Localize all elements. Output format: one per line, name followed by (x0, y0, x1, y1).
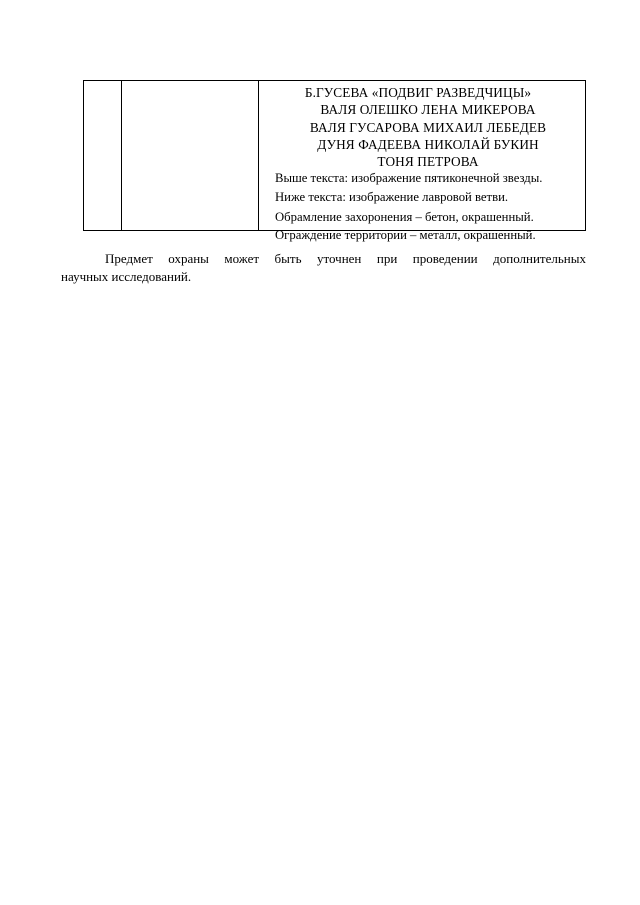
table-cell-name (122, 81, 259, 230)
note-line: Ниже текста: изображение лавровой ветви. (275, 190, 509, 205)
table-cell-description (259, 81, 585, 243)
description-notes (275, 170, 581, 243)
body-paragraph (61, 250, 586, 286)
inscription-line: ВАЛЯ ОЛЕШКО ЛЕНА МИКЕРОВА (320, 102, 536, 118)
note-line: Ограждение территории – металл, окрашенный. (275, 228, 536, 243)
inscription-line: ДУНЯ ФАДЕЕВА НИКОЛАЙ БУКИН (317, 136, 539, 152)
table-cell-number (84, 81, 122, 230)
inscription-line: Б.ГУСЕВА «ПОДВИГ РАЗВЕДЧИЦЫ» (304, 85, 532, 100)
inscription-text (275, 84, 581, 170)
inscription-line: ВАЛЯ ГУСАРОВА МИХАИЛ ЛЕБЕДЕВ (309, 119, 547, 135)
paragraph-line: научных исследований. (61, 269, 192, 284)
paragraph-line: Предмет охраны может быть уточнен при проведении дополнительных (105, 251, 586, 266)
note-line: Выше текста: изображение пятиконечной звезды. (275, 171, 543, 186)
inscription-line: ТОНЯ ПЕТРОВА (377, 154, 479, 170)
note-line: Обрамление захоронения – бетон, окрашенный. (275, 209, 534, 224)
monument-table (83, 80, 586, 243)
